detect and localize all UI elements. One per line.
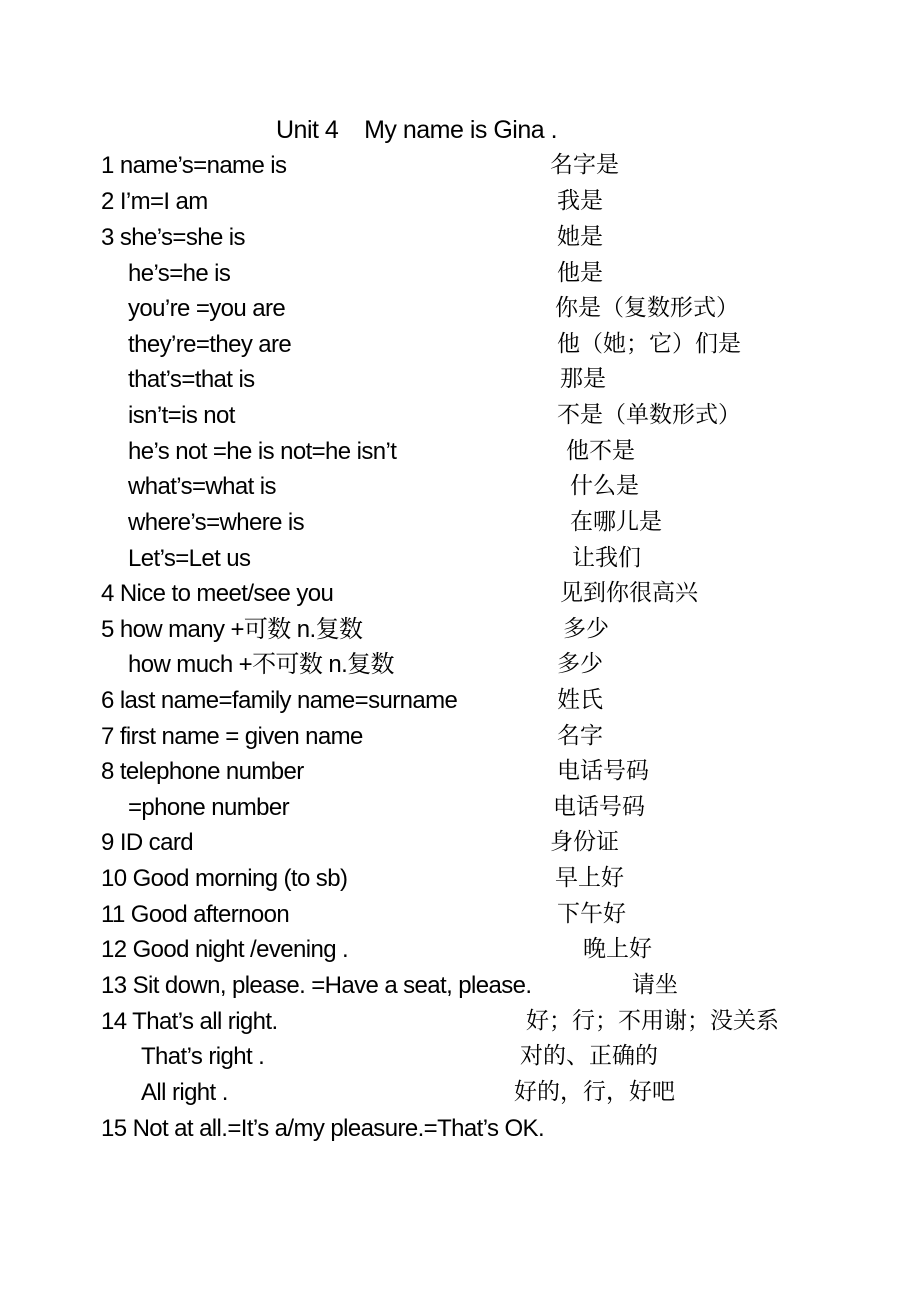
entry-chinese: 你是（复数形式）	[555, 295, 739, 321]
entry-english: how much +不可数 n.复数	[128, 651, 394, 678]
entry-english: where’s=where is	[128, 509, 305, 536]
entry-english: That’s right .	[141, 1043, 265, 1070]
entry-chinese: 他不是	[566, 438, 635, 464]
entry-chinese: 电话号码	[557, 758, 649, 784]
entry-chinese: 在哪儿是	[570, 509, 662, 535]
entry-english: 4 Nice to meet/see you	[101, 580, 334, 607]
entry-english: 12 Good night /evening .	[101, 936, 349, 963]
entry-english: 10 Good morning (to sb)	[101, 865, 348, 892]
entry-chinese: 让我们	[572, 545, 641, 571]
entry-chinese: 好；行；不用谢；没关系	[526, 1008, 779, 1034]
entry-english: 14 That’s all right.	[101, 1008, 278, 1035]
entry-chinese: 多少	[557, 651, 603, 677]
entry-english: he’s=he is	[128, 260, 231, 287]
entry-english: 2 I’m=I am	[101, 188, 208, 215]
entry-english: you’re =you are	[128, 295, 286, 322]
entry-chinese: 姓氏	[557, 687, 603, 713]
entry-english: 1 name’s=name is	[101, 152, 287, 179]
entry-chinese: 名字是	[550, 152, 619, 178]
entry-chinese: 他（她；它）们是	[557, 331, 741, 357]
entry-chinese: 对的、正确的	[520, 1043, 658, 1069]
entry-english: 9 ID card	[101, 829, 193, 856]
entry-english: 8 telephone number	[101, 758, 304, 785]
entry-chinese: 身份证	[550, 829, 619, 855]
entry-english: he’s not =he is not=he isn’t	[128, 438, 397, 465]
entry-chinese: 我是	[557, 188, 603, 214]
entry-chinese: 电话号码	[553, 794, 645, 820]
entry-chinese: 晚上好	[583, 936, 652, 962]
entry-english: they’re=they are	[128, 331, 292, 358]
entry-english: 3 she’s=she is	[101, 224, 245, 251]
entry-chinese: 什么是	[570, 473, 639, 499]
entry-chinese: 名字	[557, 723, 603, 749]
entry-chinese: 那是	[560, 366, 606, 392]
entry-english: 11 Good afternoon	[101, 901, 290, 928]
entry-english: 13 Sit down, please. =Have a seat, please.	[101, 972, 532, 999]
entry-english: what’s=what is	[128, 473, 276, 500]
entry-english: 5 how many +可数 n.复数	[101, 616, 363, 643]
entry-chinese: 好的，行，好吧	[514, 1079, 675, 1105]
entry-chinese: 他是	[557, 260, 603, 286]
entry-english: All right .	[141, 1079, 228, 1106]
entry-chinese: 请坐	[632, 972, 678, 998]
entry-chinese: 她是	[557, 224, 603, 250]
entry-chinese: 见到你很高兴	[560, 580, 698, 606]
entry-english: Let’s=Let us	[128, 545, 251, 572]
entry-english: isn’t=is not	[128, 402, 235, 429]
entry-chinese: 早上好	[555, 865, 624, 891]
entry-chinese: 多少	[563, 616, 609, 642]
page-title: Unit 4 My name is Gina .	[276, 116, 558, 144]
entry-english: =phone number	[128, 794, 289, 821]
entry-english: 15 Not at all.=It’s a/my pleasure.=That’s OK.	[101, 1115, 545, 1142]
entry-english: 6 last name=family name=surname	[101, 687, 458, 714]
entry-english: that’s=that is	[128, 366, 255, 393]
entry-english: 7 first name = given name	[101, 723, 363, 750]
entry-chinese: 不是（单数形式）	[557, 402, 741, 428]
entry-chinese: 下午好	[557, 901, 626, 927]
